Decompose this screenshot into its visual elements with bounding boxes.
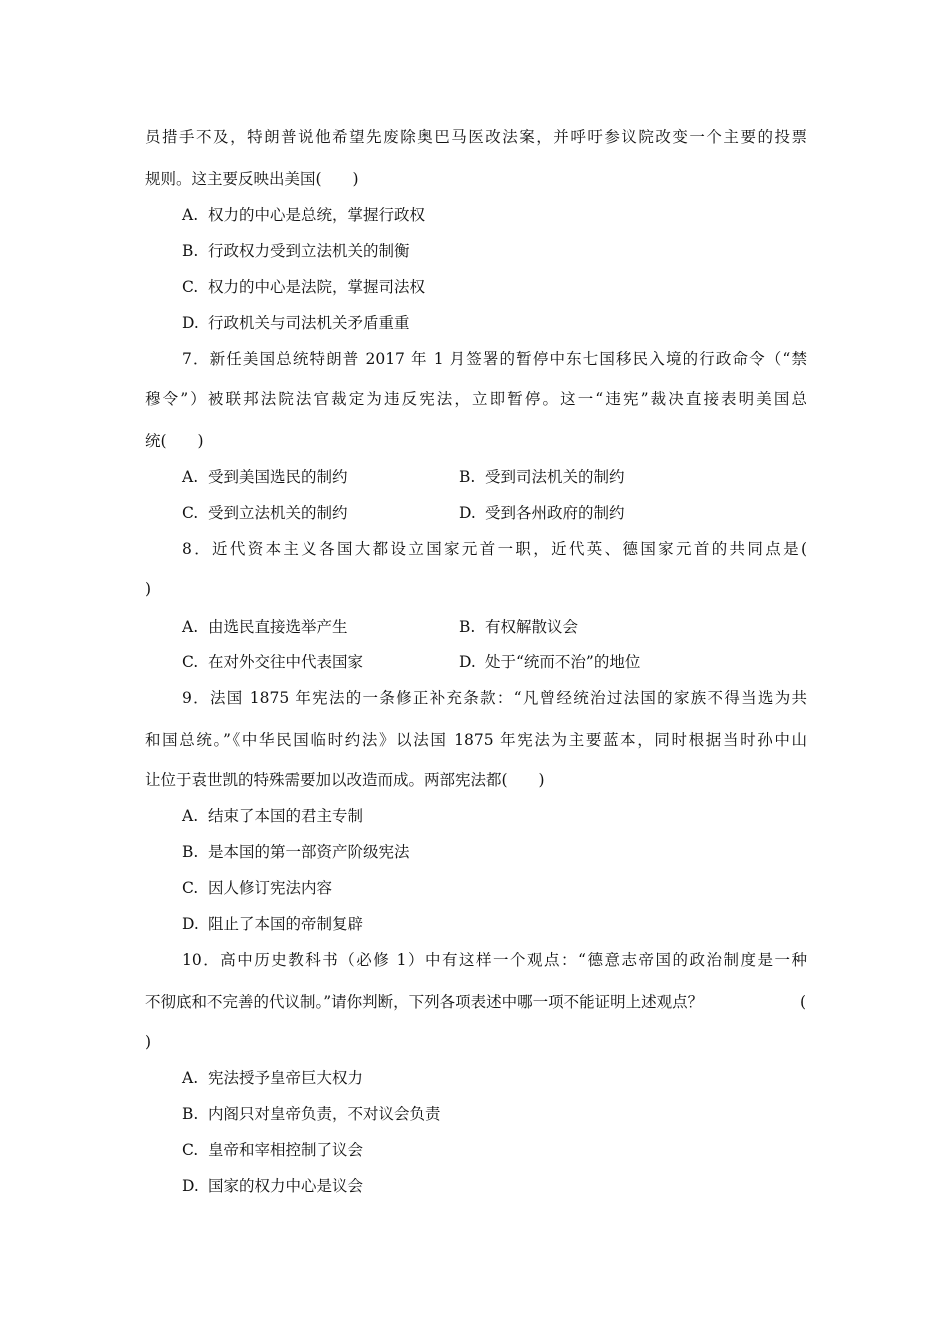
q9-option-a: [182, 806, 363, 826]
q7-option-a: [182, 467, 348, 487]
q9-stem-line-3: 让位于袁世凯的特殊需要加以改造而成。两部宪法都( ): [145, 771, 545, 789]
q9-option-d: [182, 914, 363, 934]
option-label: C.: [182, 653, 199, 671]
option-label: D.: [459, 504, 476, 522]
option-label: C.: [182, 879, 199, 897]
q6-option-a: [182, 205, 425, 225]
q10-option-d: [182, 1176, 363, 1196]
option-text: 权力的中心是法院，掌握司法权: [208, 278, 426, 296]
q8-option-d: [459, 652, 640, 672]
option-text: 皇帝和宰相控制了议会: [208, 1141, 364, 1159]
option-text: 是本国的第一部资产阶级宪法: [208, 843, 410, 861]
q10-option-a: [182, 1068, 363, 1088]
option-text: 处于“统而不治”的地位: [485, 653, 641, 671]
q7-option-c: [182, 503, 348, 523]
option-label: A.: [182, 1069, 199, 1087]
option-label: B.: [182, 242, 199, 260]
q6-stem-line-2: 规则。这主要反映出美国( ): [145, 170, 359, 188]
q9-stem-line-1: 9．法国 1875 年宪法的一条修正补充条款：“凡曾经统治过法国的家族不得当选为共: [182, 689, 807, 707]
option-text: 受到美国选民的制约: [208, 468, 348, 486]
q7-stem-line-2: 穆令”）被联邦法院法官裁定为违反宪法，立即暂停。这一“违宪”裁决直接表明美国总: [145, 390, 807, 408]
option-label: B.: [182, 1105, 199, 1123]
option-text: 内阁只对皇帝负责，不对议会负责: [208, 1105, 441, 1123]
q6-option-b: [182, 241, 410, 261]
option-label: A.: [182, 206, 199, 224]
option-label: D.: [182, 314, 199, 332]
q8-option-b: [459, 617, 578, 637]
q10-option-b: [182, 1104, 441, 1124]
option-label: A.: [182, 468, 199, 486]
q10-stem-line-2: 不彻底和不完善的代议制。”请你判断，下列各项表述中哪一项不能证明上述观点？: [145, 993, 704, 1011]
option-text: 宪法授予皇帝巨大权力: [208, 1069, 364, 1087]
q7-option-b: [459, 467, 625, 487]
option-text: 阻止了本国的帝制复辟: [208, 915, 364, 933]
option-label: C.: [182, 278, 199, 296]
q10-stem-line-3: ): [145, 1033, 152, 1051]
q7-option-d: [459, 503, 625, 523]
q9-option-c: [182, 878, 332, 898]
option-label: C.: [182, 1141, 199, 1159]
option-label: D.: [459, 653, 476, 671]
option-label: B.: [459, 468, 476, 486]
q10-option-c: [182, 1140, 363, 1160]
q6-option-c: [182, 277, 425, 297]
option-label: D.: [182, 915, 199, 933]
q6-stem-line-1: 员措手不及，特朗普说他希望先废除奥巴马医改法案，并呼吁参议院改变一个主要的投票: [145, 128, 807, 146]
q8-option-c: [182, 652, 363, 672]
q10-answer-paren-open: (: [800, 993, 807, 1011]
option-text: 国家的权力中心是议会: [208, 1177, 364, 1195]
option-text: 行政机关与司法机关矛盾重重: [208, 314, 410, 332]
option-label: A.: [182, 618, 199, 636]
option-text: 受到司法机关的制约: [485, 468, 625, 486]
option-text: 行政权力受到立法机关的制衡: [208, 242, 410, 260]
q8-option-a: [182, 617, 348, 637]
q7-stem-line-1: 7．新任美国总统特朗普 2017 年 1 月签署的暂停中东七国移民入境的行政命令（“禁: [182, 350, 807, 368]
option-text: 受到立法机关的制约: [208, 504, 348, 522]
option-text: 受到各州政府的制约: [485, 504, 625, 522]
q8-stem-line-1: 8．近代资本主义各国大都设立国家元首一职，近代英、德国家元首的共同点是(: [182, 540, 807, 558]
q9-stem-line-2: 和国总统。”《中华民国临时约法》以法国 1875 年宪法为主要蓝本，同时根据当时孙中山: [145, 731, 807, 749]
q10-stem-line-1: 10．高中历史教科书（必修 1）中有这样一个观点：“德意志帝国的政治制度是一种: [182, 951, 807, 969]
q9-option-b: [182, 842, 410, 862]
q7-stem-line-3: 统( ): [145, 432, 204, 450]
option-label: A.: [182, 807, 199, 825]
option-label: C.: [182, 504, 199, 522]
option-text: 在对外交往中代表国家: [208, 653, 364, 671]
option-text: 由选民直接选举产生: [208, 618, 348, 636]
option-text: 权力的中心是总统，掌握行政权: [208, 206, 426, 224]
option-text: 因人修订宪法内容: [208, 879, 333, 897]
option-label: B.: [459, 618, 476, 636]
option-text: 结束了本国的君主专制: [208, 807, 364, 825]
option-text: 有权解散议会: [485, 618, 579, 636]
q8-stem-line-2: ): [145, 580, 152, 598]
q6-option-d: [182, 313, 410, 333]
option-label: B.: [182, 843, 199, 861]
option-label: D.: [182, 1177, 199, 1195]
